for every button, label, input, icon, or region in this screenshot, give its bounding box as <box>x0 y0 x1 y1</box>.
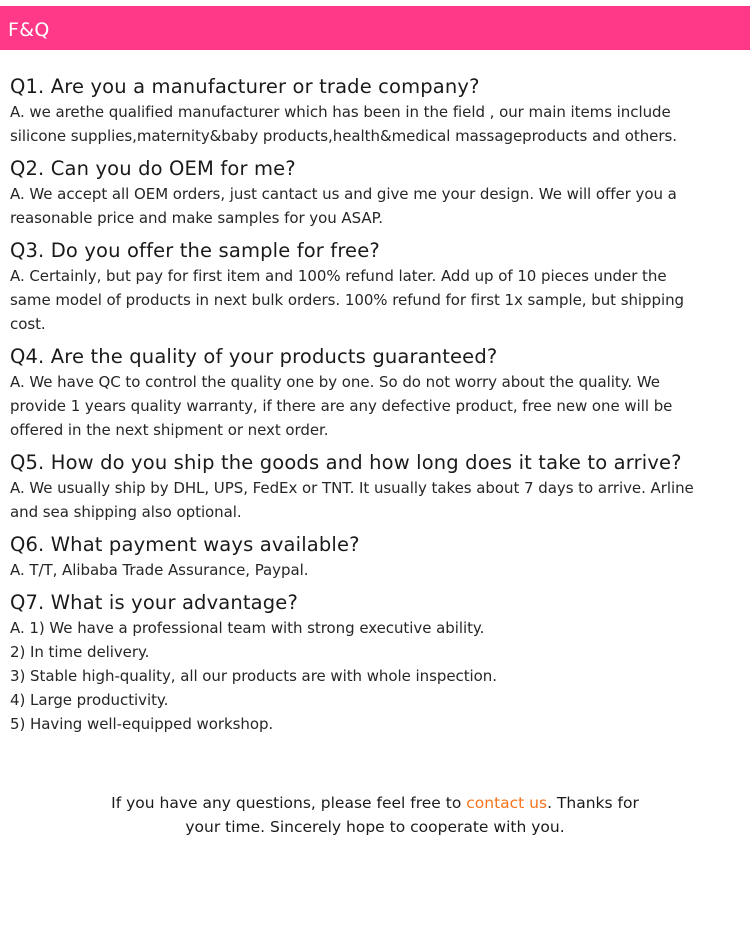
faq-answer-line: offered in the next shipment or next order. <box>10 421 329 439</box>
faq-answer-line: A. We usually ship by DHL, UPS, FedEx or TNT. It usually takes about 7 days to arrive. Arline <box>10 479 694 497</box>
faq-answer-line: and sea shipping also optional. <box>10 503 242 521</box>
faq-answer-line: A. we arethe qualified manufacturer which has been in the field , our main items include <box>10 103 671 121</box>
faq-answer-line: provide 1 years quality warranty, if there are any defective product, free new one will be <box>10 397 673 415</box>
faq-answer-line: A. Certainly, but pay for first item and 100% refund later. Add up of 10 pieces under the <box>10 267 667 285</box>
faq-item-q1 <box>10 74 742 148</box>
faq-item-q4 <box>10 344 742 442</box>
header-bar <box>0 6 750 50</box>
faq-question: Q3. Do you offer the sample for free? <box>10 239 380 262</box>
faq-answer-line: A. T/T, Alibaba Trade Assurance, Paypal. <box>10 561 309 579</box>
faq-question: Q2. Can you do OEM for me? <box>10 157 296 180</box>
faq-answer-line: reasonable price and make samples for you ASAP. <box>10 209 383 227</box>
faq-answer-line: A. We have QC to control the quality one by one. So do not worry about the quality. We <box>10 373 660 391</box>
closing-text-after-link: . Thanks for <box>547 794 639 812</box>
faq-answer-line: A. We accept all OEM orders, just cantact us and give me your design. We will offer you a <box>10 185 677 203</box>
page-title: F&Q <box>8 19 50 41</box>
faq-answer-line: 3) Stable high-quality, all our products are with whole inspection. <box>10 667 497 685</box>
faq-answer-line: A. 1) We have a professional team with strong executive ability. <box>10 619 485 637</box>
faq-list <box>10 74 742 736</box>
contact-us-link[interactable]: contact us <box>466 794 548 812</box>
closing-line-1 <box>0 791 750 815</box>
closing-text-before-link: If you have any questions, please feel free to <box>111 794 467 812</box>
faq-item-q5 <box>10 450 742 524</box>
faq-answer-line: 5) Having well-equipped workshop. <box>10 715 274 733</box>
faq-item-q7 <box>10 590 742 736</box>
faq-item-q6 <box>10 532 742 582</box>
faq-answer-line: 2) In time delivery. <box>10 643 150 661</box>
faq-question: Q7. What is your advantage? <box>10 591 298 614</box>
faq-answer-line: same model of products in next bulk orders. 100% refund for first 1x sample, but shipping <box>10 291 685 309</box>
faq-item-q2 <box>10 156 742 230</box>
faq-question: Q6. What payment ways available? <box>10 533 360 556</box>
faq-item-q3 <box>10 238 742 336</box>
closing-message <box>0 791 750 839</box>
faq-answer-line: cost. <box>10 315 46 333</box>
faq-question: Q5. How do you ship the goods and how long does it take to arrive? <box>10 451 682 474</box>
closing-line-2: your time. Sincerely hope to cooperate with you. <box>185 818 565 836</box>
faq-answer-line: 4) Large productivity. <box>10 691 169 709</box>
faq-question: Q4. Are the quality of your products guaranteed? <box>10 345 498 368</box>
faq-answer-line: silicone supplies,maternity&baby products,health&medical massageproducts and others. <box>10 127 677 145</box>
faq-question: Q1. Are you a manufacturer or trade company? <box>10 75 480 98</box>
